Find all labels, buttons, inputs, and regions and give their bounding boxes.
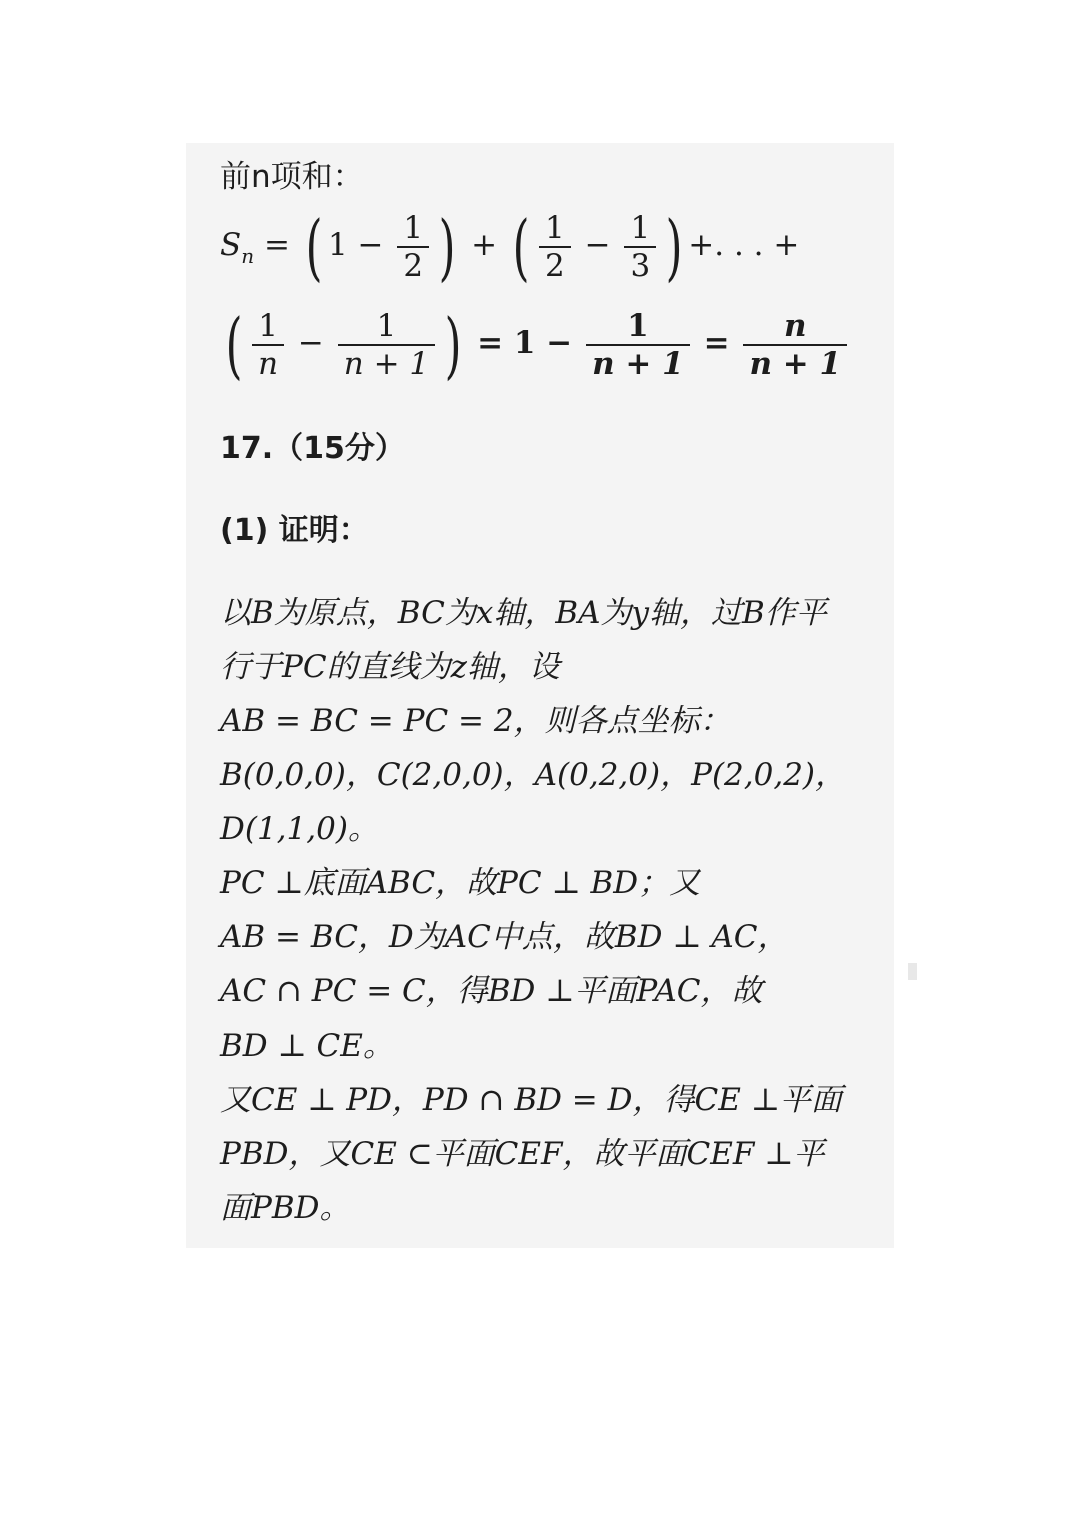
proof-line-8: AC ∩ PC = C，得BD ⊥平面PAC，故 (220, 973, 763, 1009)
paren-open-3: ( (225, 302, 243, 387)
question-17-heading: 17.（15分） (220, 431, 405, 466)
fraction-1: $\frac{1}{2}$ (397, 212, 429, 282)
proof-line-5: D(1,1,0)。 (220, 811, 379, 847)
paren-close-2: ) (665, 204, 683, 289)
sum-sub: n (241, 244, 255, 268)
proof-line-2: 行于PC的直线为z轴，设 (220, 649, 560, 685)
sum-formula-line1 (220, 205, 799, 296)
sum-lhs: S (220, 227, 242, 263)
paren-open: ( (305, 204, 323, 289)
part-1-heading: (1) 证明： (220, 513, 369, 548)
proof-line-10: 又CE ⊥ PD，PD ∩ BD = D，得CE ⊥平面 (220, 1082, 842, 1118)
minus-sign-3: − (297, 325, 324, 361)
eq-sign: = (264, 227, 290, 263)
proof-line-3: AB = BC = PC = 2，则各点坐标： (220, 703, 731, 739)
proof-line-7: AB = BC，D为AC中点，故BD ⊥ AC， (220, 919, 789, 955)
paren-close-3: ) (444, 302, 462, 387)
result-eq-1: = 1 − (477, 325, 573, 361)
proof-line-4: B(0,0,0)，C(2,0,0)，A(0,2,0)，P(2,0,2)， (220, 757, 847, 793)
content-card (186, 143, 894, 1248)
fraction-2: $\frac{1}{2}$ (539, 212, 571, 282)
minus-sign: − (357, 227, 384, 263)
paren-close: ) (438, 204, 456, 289)
result-eq-2: = (703, 325, 730, 361)
paren-open-2: ( (512, 204, 530, 289)
scroll-marker (908, 963, 917, 980)
proof-line-1: 以B为原点，BC为x轴，BA为y轴，过B作平 (220, 595, 827, 631)
fraction-6: $\frac{1}{n + 1}$ (586, 310, 690, 380)
minus-sign-2: − (584, 227, 611, 263)
fraction-3: $\frac{1}{3}$ (624, 212, 656, 282)
ellipsis: +. . . + (688, 227, 800, 263)
proof-line-11: PBD，又CE ⊂平面CEF，故平面CEF ⊥平 (220, 1136, 825, 1172)
fraction-5: $\frac{1}{n + 1}$ (338, 310, 435, 380)
sum-formula-line2 (220, 302, 851, 387)
proof-line-12: 面PBD。 (220, 1190, 351, 1226)
fraction-7: $\frac{n}{n + 1}$ (743, 310, 847, 380)
fraction-4: $\frac{1}{n}$ (252, 310, 284, 380)
term-one: 1 (327, 227, 348, 263)
proof-line-6: PC ⊥底面ABC，故PC ⊥ BD；又 (220, 865, 701, 901)
plus-sign: + (471, 227, 498, 263)
proof-line-9: BD ⊥ CE。 (220, 1028, 394, 1064)
sum-intro: 前n项和： (220, 159, 364, 195)
